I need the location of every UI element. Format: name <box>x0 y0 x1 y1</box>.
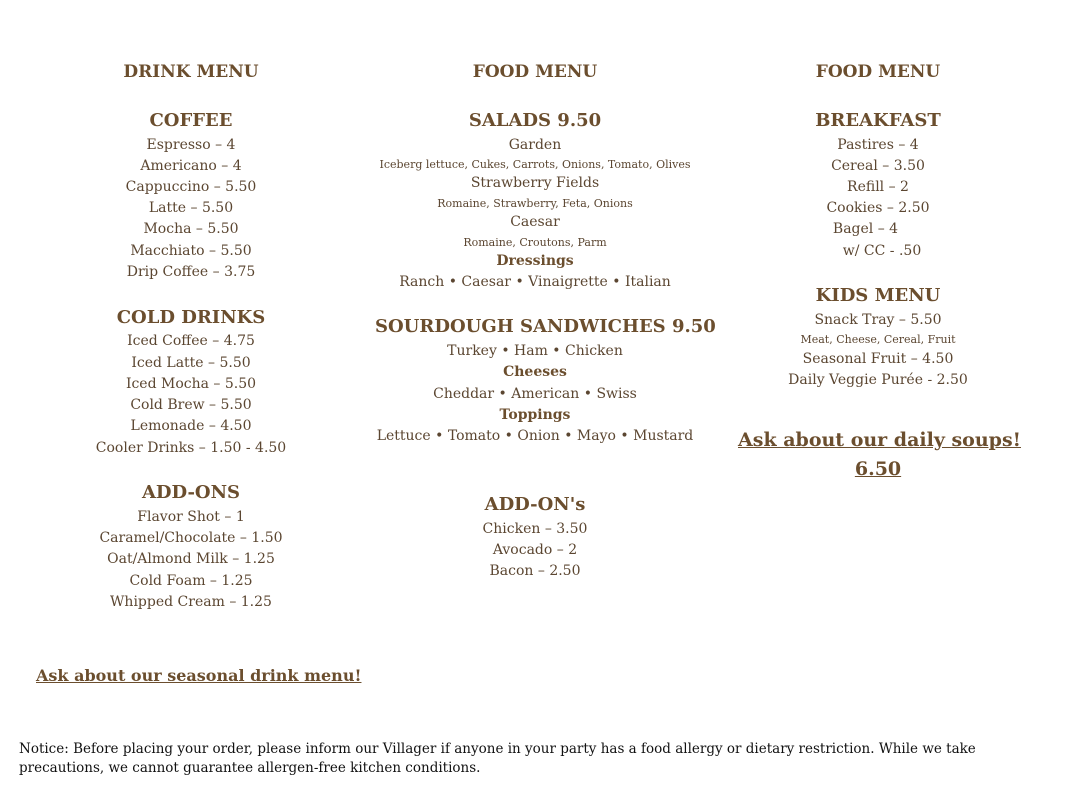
menu-item: Cereal – 3.50 <box>831 158 925 174</box>
menu-item: Bacon – 2.50 <box>489 563 581 579</box>
snack-tray-description: Meat, Cheese, Cereal, Fruit <box>800 333 956 346</box>
menu-item: Bagel – 4 <box>832 221 899 237</box>
sandwich-meats: Turkey • Ham • Chicken <box>447 343 623 359</box>
menu-item: Drip Coffee – 3.75 <box>126 264 256 280</box>
menu-item: Cold Foam – 1.25 <box>129 573 253 589</box>
menu-item: Oat/Almond Milk – 1.25 <box>107 551 275 567</box>
menu-item: Cold Brew – 5.50 <box>130 397 252 413</box>
menu-item: Espresso – 4 <box>146 137 236 153</box>
menu-item: Cookies – 2.50 <box>826 200 930 216</box>
cold-drinks-heading: COLD DRINKS <box>116 307 266 328</box>
cheeses-list: Cheddar • American • Swiss <box>433 386 637 402</box>
menu-item: Seasonal Fruit – 4.50 <box>802 351 954 367</box>
menu-item: Whipped Cream – 1.25 <box>110 594 272 610</box>
daily-soups-promo: Ask about our daily soups! <box>738 429 1021 451</box>
dressings-list: Ranch • Caesar • Vinaigrette • Italian <box>399 274 671 290</box>
drink-menu-title: DRINK MENU <box>123 62 259 82</box>
addons-heading: ADD-ONS <box>141 482 241 503</box>
salad-name: Caesar <box>510 214 560 230</box>
daily-soups-price: 6.50 <box>854 458 902 480</box>
menu-item: Flavor Shot – 1 <box>137 509 245 525</box>
toppings-subheading: Toppings <box>499 407 571 423</box>
food-addons-heading: ADD-ON's <box>484 494 586 515</box>
seasonal-drink-promo: Ask about our seasonal drink menu! <box>36 666 362 685</box>
menu-item: Iced Mocha – 5.50 <box>125 376 257 392</box>
toppings-list: Lettuce • Tomato • Onion • Mayo • Mustard <box>376 428 694 444</box>
menu-item: Mocha – 5.50 <box>143 221 239 237</box>
coffee-heading: COFFEE <box>149 110 233 131</box>
salad-description: Romaine, Strawberry, Feta, Onions <box>437 197 633 210</box>
menu-item: Chicken – 3.50 <box>482 521 588 537</box>
menu-item: Cooler Drinks – 1.50 - 4.50 <box>95 440 287 456</box>
menu-item: Pastires – 4 <box>837 137 919 153</box>
menu-item: Lemonade – 4.50 <box>130 418 252 434</box>
menu-item: Iced Coffee – 4.75 <box>127 333 255 349</box>
allergy-notice: Notice: Before placing your order, please inform our Villager if anyone in your party has a food allergy or dietary restriction. While we take precautions, we cannot guarantee allergen-free kitchen conditions. <box>19 741 976 776</box>
food-menu-title: FOOD MENU <box>815 62 941 82</box>
kids-menu-heading: KIDS MENU <box>815 285 941 306</box>
salad-name: Garden <box>508 137 562 153</box>
menu-item: Latte – 5.50 <box>148 200 234 216</box>
breakfast-heading: BREAKFAST <box>815 110 941 131</box>
menu-item: Cappuccino – 5.50 <box>125 179 257 195</box>
sandwiches-heading: SOURDOUGH SANDWICHES 9.50 <box>375 316 716 337</box>
menu-item: Americano – 4 <box>140 158 242 174</box>
menu-item: Refill – 2 <box>847 179 909 195</box>
cheeses-subheading: Cheeses <box>503 364 567 380</box>
menu-item: Daily Veggie Purée - 2.50 <box>788 372 968 388</box>
salad-description: Iceberg lettuce, Cukes, Carrots, Onions, Tomato, Olives <box>379 158 691 171</box>
salad-description: Romaine, Croutons, Parm <box>463 236 607 249</box>
menu-item: Macchiato – 5.50 <box>130 243 252 259</box>
dressings-subheading: Dressings <box>496 253 574 269</box>
menu-item: Snack Tray – 5.50 <box>814 312 942 328</box>
menu-item: Iced Latte – 5.50 <box>131 355 251 371</box>
menu-item: Caramel/Chocolate – 1.50 <box>99 530 283 546</box>
bagel-cream-cheese-option: w/ CC - .50 <box>842 243 922 259</box>
food-menu-title: FOOD MENU <box>472 62 598 82</box>
salad-name: Strawberry Fields <box>470 175 600 191</box>
salads-heading: SALADS 9.50 <box>468 110 602 131</box>
menu-item: Avocado – 2 <box>492 542 578 558</box>
